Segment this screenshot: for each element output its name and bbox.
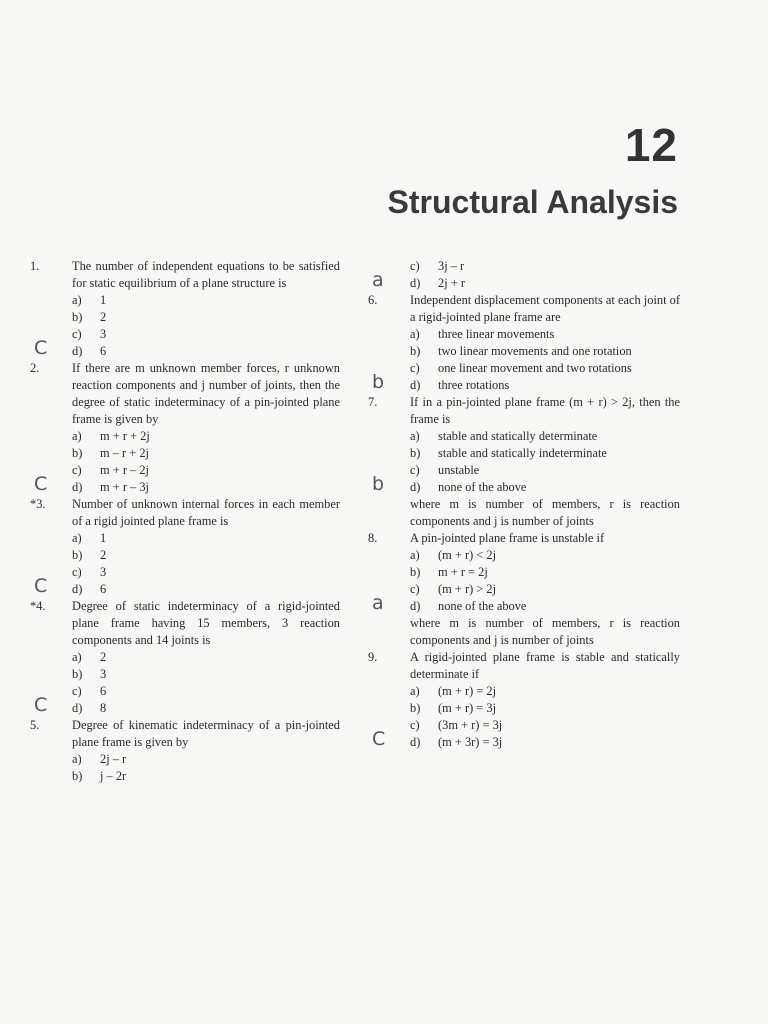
option-text: 3 [100,565,107,579]
answer-option [410,547,680,564]
option-letter: b) [410,701,421,715]
option-text: (m + 3r) = 3j [438,735,503,749]
option-text: none of the above [438,599,527,613]
question-text: A pin-jointed plane frame is unstable if [410,531,605,545]
answer-option [72,445,340,462]
answer-option [72,326,340,343]
option-letter: a) [72,293,82,307]
option-text: (m + r) = 2j [438,684,497,698]
answer-option [72,649,340,666]
handwritten-answer-mark: C [34,337,48,359]
question-number: 5. [30,718,40,732]
answer-option [410,564,680,581]
option-letter: d) [72,480,83,494]
option-letter: c) [72,327,82,341]
option-letter: b) [410,344,421,358]
handwritten-answer-mark: C [34,694,48,716]
option-letter: c) [72,684,82,698]
option-text: (m + r) < 2j [438,548,497,562]
option-text: stable and statically indeterminate [438,446,607,460]
option-text: 2 [100,548,107,562]
question-text: If there are m unknown member forces, r unknown reaction components and j number of joints, then the degree of static indeterminacy of a pin-jointed plane frame is given by [72,361,340,426]
answer-option [72,530,340,547]
question [368,394,680,530]
question-number: *3. [30,497,46,511]
option-text: 3j – r [438,259,465,273]
question-number: 8. [368,531,378,545]
option-letter: c) [72,565,82,579]
option-text: (3m + r) = 3j [438,718,503,732]
option-letter: c) [410,582,420,596]
option-letter: b) [72,667,83,681]
option-letter: a) [72,531,82,545]
answer-option [410,717,680,734]
answer-option [34,694,340,717]
option-letter: d) [410,276,421,290]
answer-option [72,751,340,768]
question-note: where m is number of members, r is reaction components and j is number of joints [410,497,680,528]
answer-option [72,309,340,326]
answer-option [410,343,680,360]
question-number: 9. [368,650,378,664]
left-column [30,258,340,785]
handwritten-answer-mark: C [372,728,386,750]
option-letter: d) [72,582,83,596]
option-letter: b) [72,446,83,460]
option-letter: c) [410,718,420,732]
option-text: stable and statically determinate [438,429,598,443]
answer-option [410,462,680,479]
option-text: j – 2r [100,769,127,783]
handwritten-answer-mark: C [34,473,48,495]
question-text: The number of independent equations to be satisfied for static equilibrium of a plane structure is [72,259,340,290]
answer-option [72,768,340,785]
option-text: none of the above [438,480,527,494]
option-text: m + r + 2j [100,429,150,443]
option-text: m + r – 2j [100,463,149,477]
option-letter: b) [410,565,421,579]
right-column [368,258,680,751]
question-text: If in a pin-jointed plane frame (m + r) > 2j, then the frame is [410,395,680,426]
option-text: m + r = 2j [438,565,488,579]
option-text: 1 [100,531,107,545]
question-text: Independent displacement components at each joint of a rigid-jointed plane frame are [410,293,680,324]
option-letter: a) [72,650,82,664]
chapter-number: 12 [624,119,678,171]
option-text: 6 [100,684,107,698]
answer-option [372,592,680,615]
option-letter: a) [410,548,420,562]
handwritten-answer-mark: b [372,473,385,495]
question [30,360,340,496]
answer-option [372,269,680,292]
answer-option [72,564,340,581]
question-number: 7. [368,395,378,409]
answer-option [410,683,680,700]
answer-option [372,728,680,751]
question [30,258,340,360]
option-text: three rotations [438,378,510,392]
question [368,292,680,394]
option-letter: a) [72,752,82,766]
option-text: 6 [100,582,107,596]
question-number: *4. [30,599,46,613]
option-letter: c) [410,463,420,477]
option-text: one linear movement and two rotations [438,361,632,375]
answer-option [410,360,680,377]
option-text: 3 [100,667,107,681]
question [30,496,340,598]
option-text: m – r + 2j [100,446,149,460]
answer-option [34,575,340,598]
question-text: Degree of kinematic indeterminacy of a pin-jointed plane frame is given by [72,718,340,749]
question-text: Degree of static indeterminacy of a rigid-jointed plane frame having 15 members, 3 reaction components and 14 joints is [72,599,340,647]
option-letter: c) [410,361,420,375]
answer-option [72,666,340,683]
answer-option [372,371,680,394]
option-text: 2 [100,310,107,324]
answer-option [34,473,340,496]
question-note: where m is number of members, r is reaction components and j is number of joints [410,616,680,647]
option-text: three linear movements [438,327,555,341]
question [368,649,680,751]
answer-option [410,445,680,462]
question-number: 6. [368,293,378,307]
option-letter: a) [410,684,420,698]
answer-option [72,683,340,700]
option-text: m + r – 3j [100,480,149,494]
option-text: (m + r) = 3j [438,701,497,715]
option-letter: d) [72,701,83,715]
question-number: 2. [30,361,40,375]
option-letter: d) [410,735,421,749]
option-text: 3 [100,327,107,341]
option-text: (m + r) > 2j [438,582,497,596]
question [30,717,340,785]
answer-option [72,428,340,445]
question [368,530,680,649]
option-text: 8 [100,701,107,715]
handwritten-answer-mark: b [372,371,385,393]
chapter-title: Structural Analysis [387,184,678,220]
option-text: 6 [100,344,107,358]
option-letter: d) [410,480,421,494]
answer-option [72,292,340,309]
question-text: Number of unknown internal forces in each member of a rigid jointed plane frame is [72,497,340,528]
question [30,598,340,717]
handwritten-answer-mark: a [372,269,384,291]
option-text: 1 [100,293,107,307]
option-letter: b) [72,548,83,562]
option-letter: a) [410,327,420,341]
option-text: 2j – r [100,752,127,766]
option-text: 2j + r [438,276,465,290]
answer-option [410,258,680,275]
question [368,258,680,292]
answer-option [410,700,680,717]
option-letter: c) [72,463,82,477]
option-letter: b) [72,310,83,324]
answer-option [410,428,680,445]
option-letter: d) [410,599,421,613]
handwritten-answer-mark: a [372,592,384,614]
answer-option [34,337,340,360]
handwritten-answer-mark: C [34,575,48,597]
answer-option [410,326,680,343]
option-letter: c) [410,259,420,273]
answer-option [372,473,680,496]
question-text: A rigid-jointed plane frame is stable and statically determinate if [410,650,680,681]
answer-option [72,462,340,479]
question-number: 1. [30,259,40,273]
option-text: two linear movements and one rotation [438,344,632,358]
option-text: unstable [438,463,480,477]
option-letter: a) [410,429,420,443]
answer-option [410,581,680,598]
answer-option [72,547,340,564]
option-letter: a) [72,429,82,443]
option-letter: d) [72,344,83,358]
option-letter: b) [410,446,421,460]
option-text: 2 [100,650,107,664]
option-letter: b) [72,769,83,783]
option-letter: d) [410,378,421,392]
